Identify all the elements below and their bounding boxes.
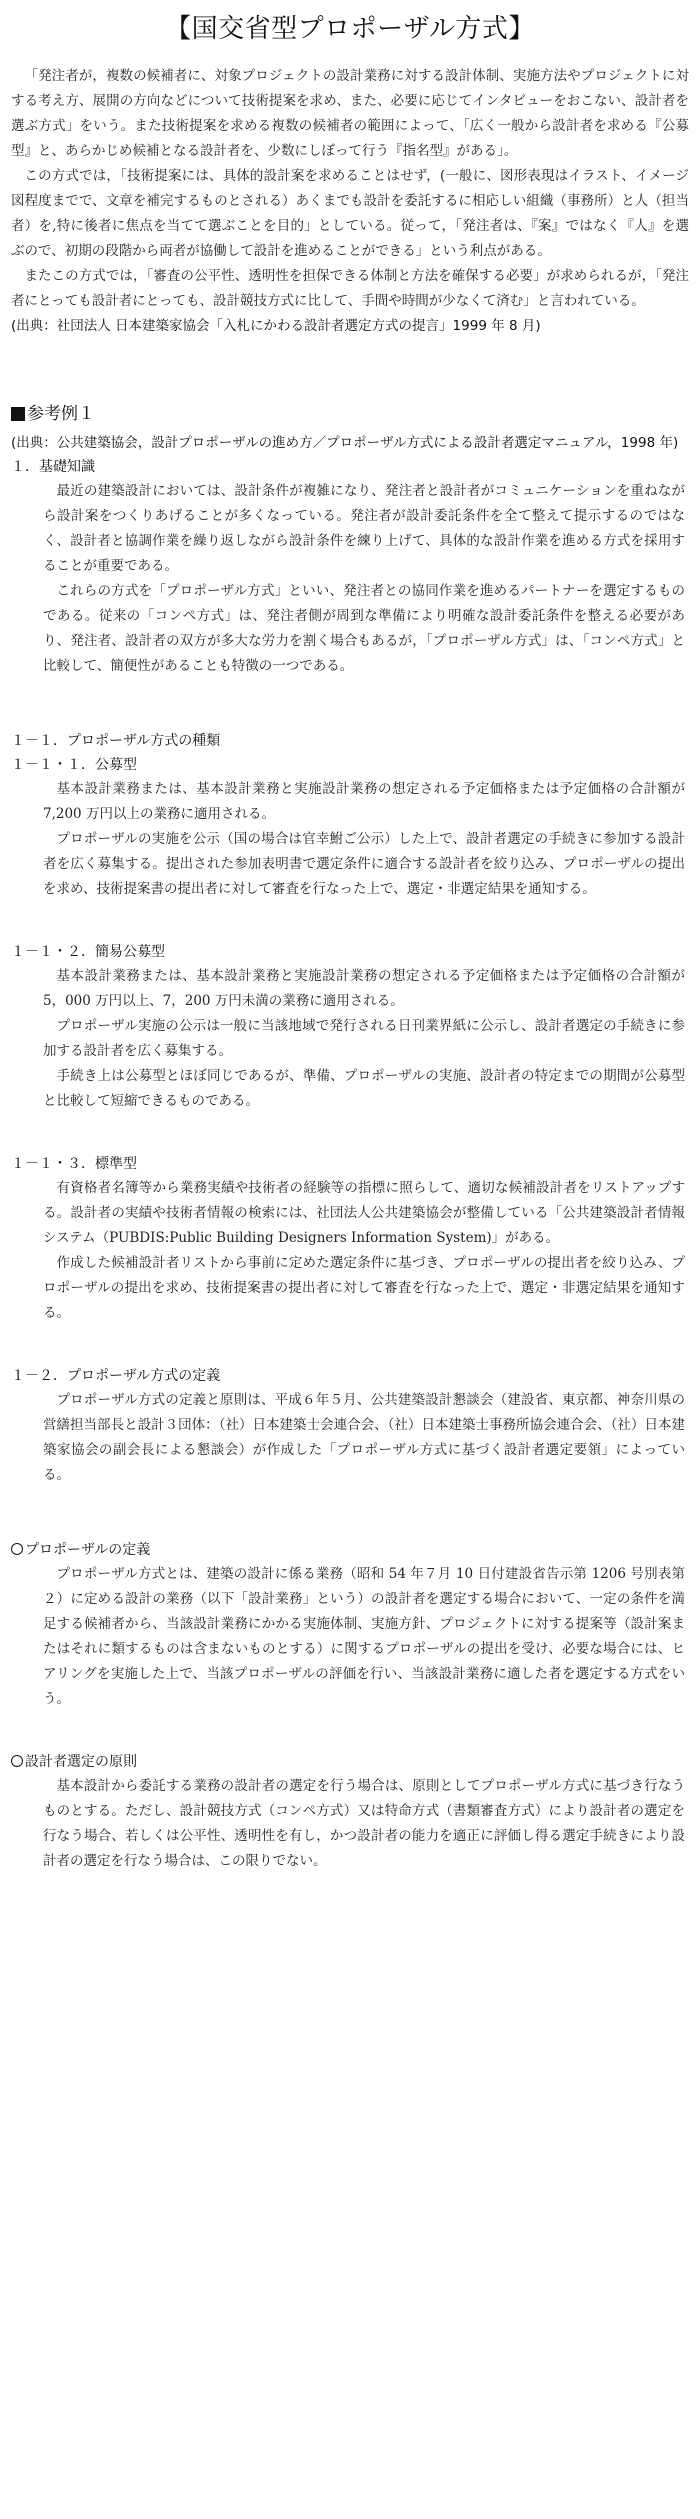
subsection-body-open [11,777,689,902]
section-body-basics [11,479,689,679]
body-paragraph: 基本設計業務または、基本設計業務と実施設計業務の想定される予定価格または予定価格の合計額が7,200 万円以上の業務に適用される。 [43,781,685,822]
body-paragraph: 基本設計業務または、基本設計業務と実施設計業務の想定される予定価格または予定価格の合計額が5，000 万円以上、7，200 万円未満の業務に適用される。 [43,968,685,1009]
body-paragraph: 基本設計から委託する業務の設計者の選定を行う場合は、原則としてプロポーザル方式に基づき行なうものとする。ただし、設計競技方式（コンペ方式）又は特命方式（書類審査方式）により設計者の選定を行なう場合、若しくは公平性、透明性を有し，かつ設計者の能力を適正に評価し得る選定手続きにより設計者の選定を行なう場合は、この限りでない。 [43,1778,685,1869]
spacer [11,1488,689,1538]
selection-principle-heading [11,1750,689,1774]
spacer [11,1326,689,1364]
open-circle-icon [11,1755,23,1767]
selection-principle-body [11,1774,689,1874]
subsection-body-standard [11,1176,689,1326]
page-title: 【国交省型プロポーザル方式】 [165,14,535,44]
proposal-definition-heading [11,1538,689,1562]
subsection-body-simple-open [11,964,689,1114]
section-body-definition [11,1388,689,1488]
subsection-heading-simple-open: １－１・２．簡易公募型 [11,944,165,960]
body-paragraph: 手続き上は公募型とほぼ同じであるが、準備、プロポーザルの実施、設計者の特定までの期間が公募型と比較して短縮できるものである。 [43,1068,685,1109]
open-circle-icon [11,1543,23,1555]
body-paragraph: これらの方式を「プロポーザル方式」といい、発注者との協同作業を進めるパートナーを選定するものである。従来の「コンペ方式」は、発注者側が周到な準備により明確な設計委託条件を整える必要があり、発注者、設計者の双方が多大な労力を割く場合もあるが，「プロポーザル方式」は、「コンペ方式」と比較して、簡便性があることも特徴の一つである。 [43,583,685,674]
intro-paragraph: またこの方式では，「審査の公平性、透明性を担保できる体制と方法を確保する必要」が求められるが，「発注者にとっても設計者にとっても、設計競技方式に比して、手間や時間が少なくて済む」と言われている。 [11,268,689,309]
intro-source: (出典：社団法人 日本建築家協会「入札にかわる設計者選定方式の提言」1999 年 8 月) [11,318,541,334]
body-paragraph: 有資格者名簿等から業務実績や技術者の経験等の指標に照らして、適切な候補設計者をリストアップする。設計者の実績や技術者情報の検索には、社団法人公共建築協会が整備している「公共建築設計者情報システム（PUBDIS:Public Building Designers Information System)」がある。 [43,1180,685,1246]
reference-heading-label: 参考例１ [27,404,95,424]
body-paragraph: 作成した候補設計者リストから事前に定めた選定条件に基づき、プロポーザルの提出者を絞り込み、プロポーザルの提出を求め、技術提案書の提出者に対して審査を行なった上で、選定・非選定結果を通知する。 [43,1255,685,1321]
spacer [11,1712,689,1750]
spacer [11,1114,689,1152]
black-square-icon [11,407,25,421]
selection-principle-heading-label: 設計者選定の原則 [25,1754,137,1770]
intro-paragraph: 「発注者が，複数の候補者に、対象プロジェクトの設計業務に対する設計体制、実施方法やプロジェクトに対する考え方、展開の方向などについて技術提案を求め、また、必要に応じてインタビューをおこない、設計者を選ぶ方式」をいう。また技術提案を求める複数の候補者の範囲によって、「広く一般から設計者を求める『公募型』と、あらかじめ候補となる設計者を、少数にしぼって行う『指名型』がある」。 [11,68,689,159]
reference-source: (出典：公共建築協会，設計プロポーザルの進め方／プロポーザル方式による設計者選定マニュアル，1998 年) [11,435,679,451]
body-paragraph: プロポーザル方式とは、建築の設計に係る業務（昭和 54 年７月 10 日付建設省告示第 1206 号別表第２）に定める設計の業務（以下「設計業務」という）の設計者を選定する場合において、一定の条件を満足する候補者から、当該設計業務にかかる実施体制、実施方針、プロジェクトに対する提案等（設計案またはそれに類するものは含まないものとする）に関するプロポーザルの提出を受け、必要な場合には、ヒアリングを実施した上で、当該プロポーザルの評価を行い、当該設計業務に適した者を選定する方式をいう。 [43,1566,685,1707]
section-heading-basics: １．基礎知識 [11,459,95,475]
intro-paragraph: この方式では，「技術提案には、具体的設計案を求めることはせず，(一般に、図形表現はイラスト、イメージ図程度までで、文章を補完するものとされる）あくまでも設計を委託するに相応しい組織（事務所）と人（担当者）を,特に後者に焦点を当てて選ぶことを目的」としている。従って，「発注者は、『案』ではなく『人』を選ぶので、初期の段階から両者が協働して設計を進めることができる」という利点がある。 [11,168,689,259]
subsection-heading-open: １－１・１．公募型 [11,757,137,773]
section-heading-definition: １－２．プロポーザル方式の定義 [11,1368,221,1384]
proposal-definition-heading-label: プロポーザルの定義 [25,1542,151,1558]
body-paragraph: プロポーザル実施の公示は一般に当該地域で発行される日刊業界紙に公示し、設計者選定の手続きに参加する設計者を広く募集する。 [43,1018,685,1059]
body-paragraph: 最近の建築設計においては、設計条件が複雑になり、発注者と設計者がコミュニケーションを重ねながら設計案をつくりあげることが多くなっている。発注者が設計委託条件を全て整えて提示するのではなく、設計者と協調作業を繰り返しながら設計条件を練り上げて、具体的な設計作業を進める方式を採用することが重要である。 [43,483,685,574]
body-paragraph: プロポーザルの実施を公示（国の場合は官幸鮒ご公示）した上で、設計者選定の手続きに参加する設計者を広く募集する。提出された参加表明書で選定条件に適合する設計者を絞り込み、プロポーザルの提出を求め、技術提案書の提出者に対して審査を行なった上で、選定・非選定結果を通知する。 [43,831,685,897]
subsection-heading-standard: １－１・３．標準型 [11,1156,137,1172]
spacer [11,902,689,940]
body-paragraph: プロポーザル方式の定義と原則は、平成６年５月、公共建築設計懇談会（建設省、東京都、神奈川県の営繕担当部長と設計３団体：（社）日本建築士会連合会、（社）日本建築士事務所協会連合会、（社）日本建築家協会の副会長による懇談会）が作成した「プロポーザル方式に基づく設計者選定要領」によっている。 [43,1392,685,1483]
intro-section [11,64,689,314]
section-heading-types: １－１．プロポーザル方式の種類 [11,733,221,749]
proposal-definition-body [11,1562,689,1712]
spacer [11,679,689,729]
reference-heading [11,401,689,427]
